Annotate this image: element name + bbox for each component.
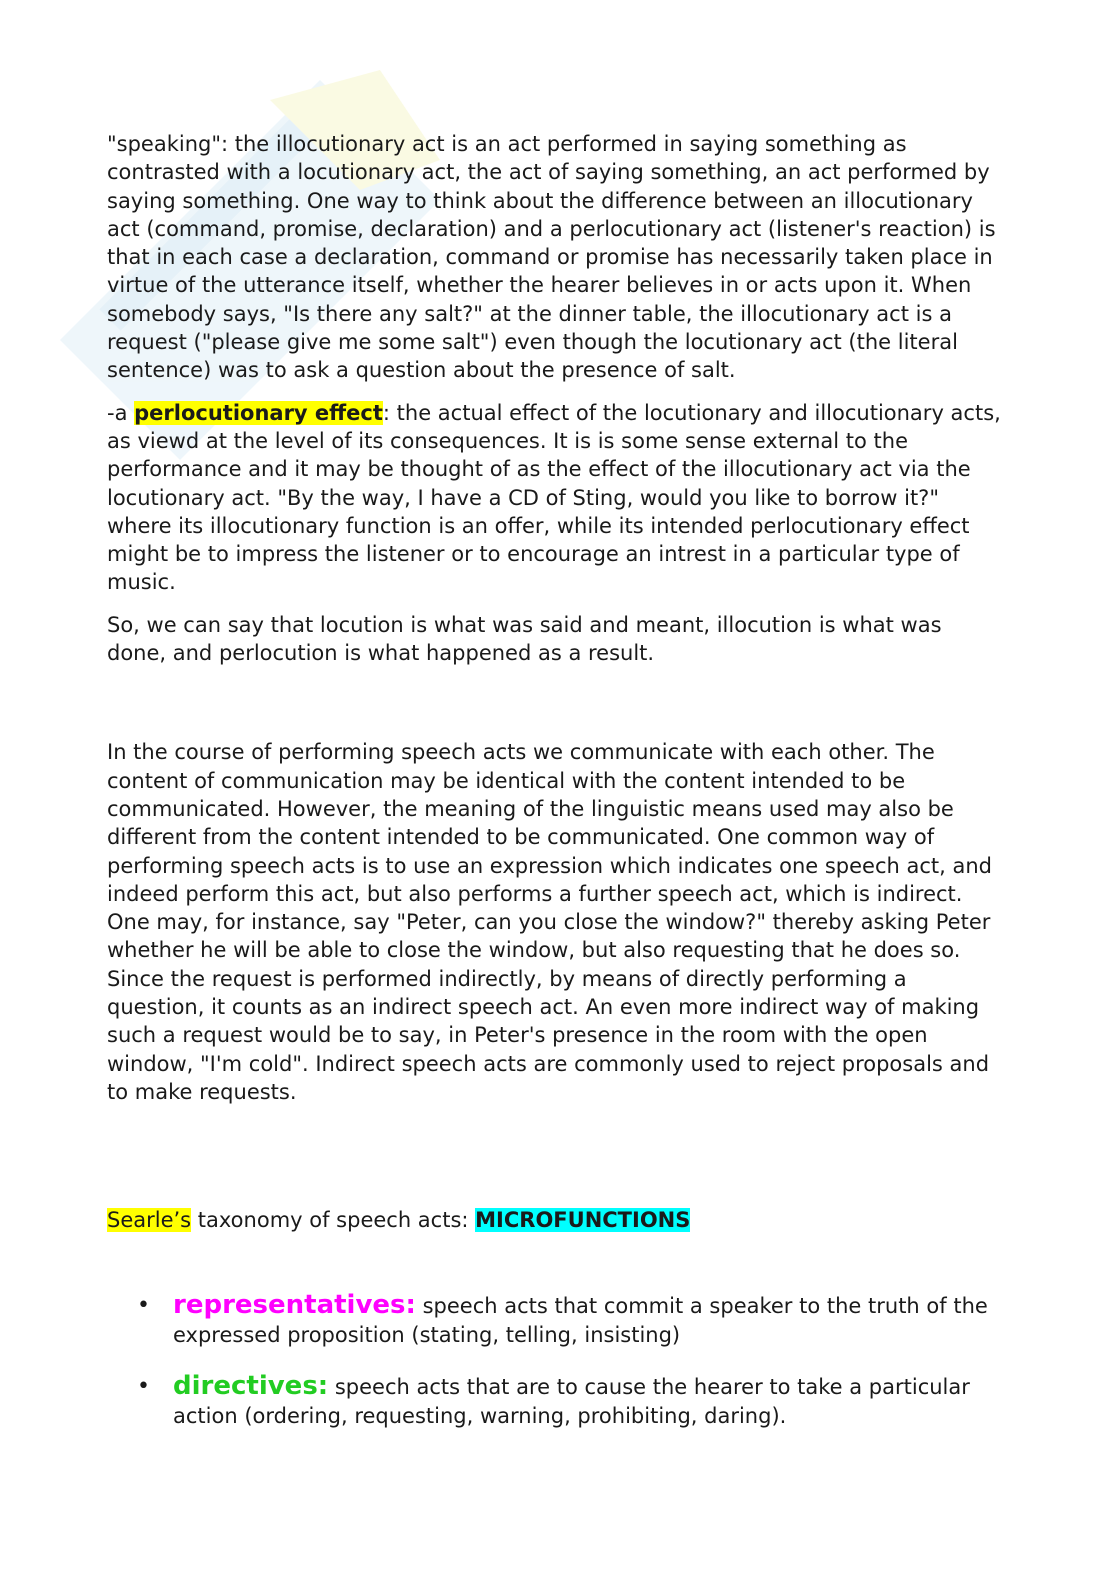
spacer — [107, 1249, 1007, 1291]
representatives-term: representatives: — [173, 1289, 416, 1320]
bullet-icon: • — [137, 1373, 150, 1399]
representatives-text: speech acts that commit a speaker to the truth of the expressed proposition (stating, telling, insisting) — [173, 1293, 988, 1347]
searle-name: Searle’s — [107, 1208, 192, 1233]
document-body — [107, 130, 1007, 1453]
microfunctions-tag: MICROFUNCTIONS — [475, 1208, 691, 1233]
perlocutionary-prefix: -a — [107, 400, 135, 425]
perlocutionary-text: : the actual effect of the locutionary and illocutionary acts, as viewd at the level of its consequences. It is is some sense external to the performance and it may be thought of as the effect of the illocutionary act via the locutionary act. "By the way, I have a CD of Sting, would you like to borrow it?" where its illocutionary function is an offer, while its intended perlocutionary effect might be to impress the listener or to encourage an intrest in a particular type of music. — [107, 400, 1001, 595]
paragraph-summary: So, we can say that locution is what was said and meant, illocution is what was done, and perlocution is what happened as a result. — [107, 612, 942, 666]
directives-text: speech acts that are to cause the hearer to take a particular action (ordering, requesting, warning, prohibiting, daring). — [173, 1374, 970, 1428]
paragraph-indirect-speech-acts: In the course of performing speech acts we communicate with each other. The content of communication may be identical with the content intended to be communicated. However, the meaning of the linguistic means used may also be different from the content intended to be communicated. One common way of performing speech acts is to use an expression which indicates one speech act, and indeed perform this act, but also performs a further speech act, which is indirect. One may, for instance, say "Peter, can you close the window?" thereby asking Peter whether he will be able to close the window, but also requesting that he does so. Since the request is performed indirectly, by means of directly performing a question, it counts as an indirect speech act. An even more indirect way of making such a request would be to say, in Peter's presence in the room with the open window, "I'm cold". Indirect speech acts are commonly used to reject proposals and to make requests. — [107, 740, 993, 1104]
heading-text: taxonomy of speech acts: — [191, 1208, 476, 1233]
paragraph-illocutionary: "speaking": the illocutionary act is an act performed in saying something as contrasted with a locutionary act, the act of saying something, an act performed by saying something. One way to think about the difference between an illocutionary act (command, promise, declaration) and a perlocutionary act (listener's reaction) is that in each case a declaration, command or promise has necessarily taken place in virtue of the utterance itself, whether the hearer believes in or acts upon it. When somebody says, "Is there any salt?" at the dinner table, the illocutionary act is a request ("please give me some salt") even though the locutionary act (the literal sentence) was to ask a question about the presence of salt. — [107, 132, 996, 383]
spacer — [107, 681, 1007, 738]
paragraph-perlocutionary — [107, 399, 1007, 597]
taxonomy-list — [107, 1291, 1007, 1431]
list-item — [107, 1372, 1007, 1431]
list-item — [107, 1291, 1007, 1350]
spacer — [107, 1120, 1007, 1206]
bullet-icon: • — [137, 1292, 150, 1318]
section-heading — [107, 1206, 1007, 1234]
directives-term: directives: — [173, 1370, 329, 1401]
perlocutionary-effect-term: perlocutionary effect — [134, 400, 383, 425]
